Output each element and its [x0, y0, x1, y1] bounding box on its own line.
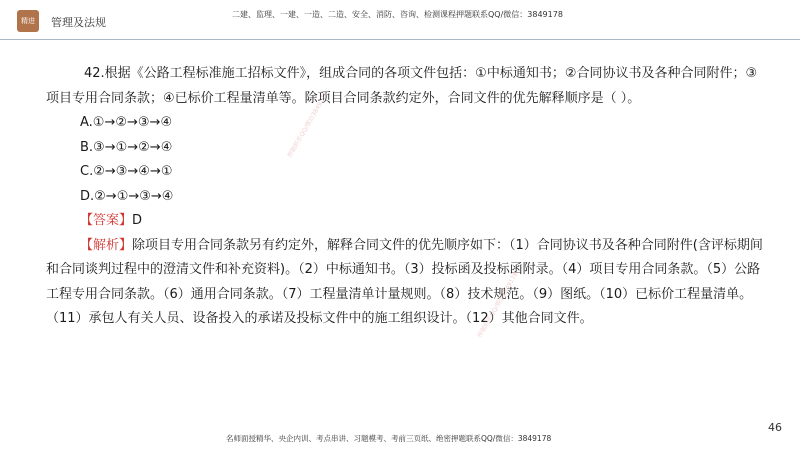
answer-value: D [132, 213, 143, 228]
answer-tag: 【答案】 [80, 213, 133, 228]
answer-line [80, 209, 766, 234]
page-number: 46 [768, 421, 782, 434]
header-bar [0, 0, 800, 40]
analysis-paragraph [46, 234, 766, 332]
option-list [80, 111, 766, 209]
option-b: B.③→①→②→④ [80, 139, 173, 155]
subject-title: 管理及法规 [51, 16, 106, 29]
logo-badge: 精进 [17, 10, 39, 32]
option-a: A.①→②→③→④ [80, 115, 173, 130]
watermark: 押题联系QQ/微信3849178 [286, 91, 330, 159]
analysis-tag: 【解析】 [80, 237, 133, 253]
question-block [46, 62, 766, 332]
analysis-text: 除项目专用合同条款另有约定外，解释合同文件的优先顺序如下：（1）合同协议书及各种合同附件(含评标期间和合同谈判过程中的澄清文件和补充资料)。（2）中标通知书。（3）投标函及投标函附录。（4）项目专用合同条款。（5）公路工程专用合同条款。（6）通用合同条款。（7）工程量清单计量规则。（8）技术规范。（9）图纸。（10）已标价工程量清单。（11）承包人有关人员、设备投入的承诺及投标文件中的施工组织设计。（12）其他合同文件。 [46, 237, 763, 326]
header-divider [0, 39, 800, 40]
option-c: C.②→③→④→① [80, 164, 173, 179]
header-notice: 二建、监理、一建、一造、二造、安全、消防、咨询、检测课程押题联系QQ/微信：3849178 [232, 10, 563, 19]
option-d: D.②→①→③→④ [80, 188, 174, 204]
question-stem: 42.根据《公路工程标准施工招标文件》，组成合同的各项文件包括：①中标通知书；②合同协议书及各种合同附件；③项目专用合同条款；④已标价工程量清单等。除项目合同条款约定外，合同文件的优先解释顺序是（ ）。 [46, 66, 758, 106]
footer-notice: 名师面授精华、央企内训、考点串讲、习题模考、考前三页纸、绝密押题联系QQ/微信：3849178 [226, 434, 552, 443]
watermark: 押题联系QQ/微信3849178 [476, 271, 520, 339]
